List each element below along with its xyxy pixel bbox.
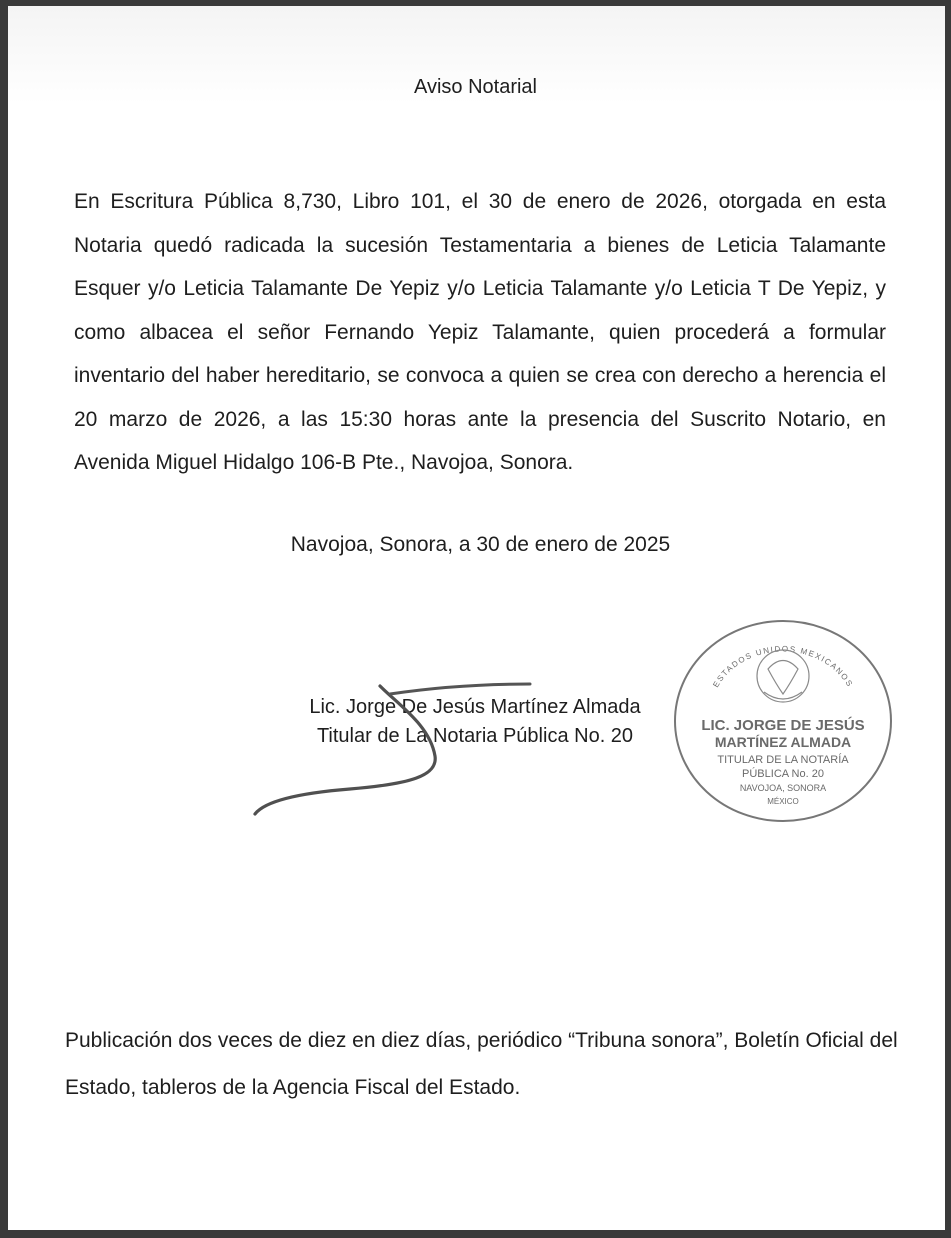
svg-text:LIC. JORGE DE JESÚS: LIC. JORGE DE JESÚS <box>701 717 865 734</box>
svg-text:MARTÍNEZ ALMADA: MARTÍNEZ ALMADA <box>714 734 852 750</box>
publication-note: Publicación dos veces de diez en diez días, periódico “Tribuna sonora”, Boletín Oficial del Estado, tableros de la Agencia Fiscal del Estado. <box>65 1029 898 1099</box>
svg-text:MÉXICO: MÉXICO <box>767 797 799 806</box>
place-and-date: Navojoa, Sonora, a 30 de enero de 2025 <box>290 533 671 556</box>
signer-title: Titular de La Notaria Pública No. 20 <box>316 725 634 747</box>
national-emblem-icon <box>757 650 809 702</box>
svg-text:ESTADOS UNIDOS MEXICANOS: ESTADOS UNIDOS MEXICANOS <box>711 644 855 689</box>
handwritten-signature <box>240 676 540 826</box>
document-title: Aviso Notarial <box>413 76 538 98</box>
signer-name: Lic. Jorge De Jesús Martínez Almada <box>309 696 641 718</box>
notice-body: En Escritura Pública 8,730, Libro 101, el 30 de enero de 2026, otorgada en esta Notaria quedó radicada la sucesión Testamentaria a bienes de Leticia Talamante Esquer y/o Leticia Talamante De Yepiz y/o Leticia Talamante y/o Leticia T De Yepiz, y como albacea el señor Fernando Yepiz Talamante, quien procederá a formular inventario del haber hereditario, se convoca a quien se crea con derecho a herencia el 20 marzo de 2026, a las 15:30 horas ante la presencia del Suscrito Notario, en Avenida Miguel Hidalgo 106-B Pte., Navojoa, Sonora. <box>74 190 886 474</box>
svg-text:NAVOJOA, SONORA: NAVOJOA, SONORA <box>739 783 827 793</box>
svg-text:PÚBLICA No. 20: PÚBLICA No. 20 <box>742 768 824 780</box>
notary-seal-stamp <box>668 614 898 828</box>
svg-text:TITULAR DE LA NOTARÍA: TITULAR DE LA NOTARÍA <box>717 754 849 766</box>
